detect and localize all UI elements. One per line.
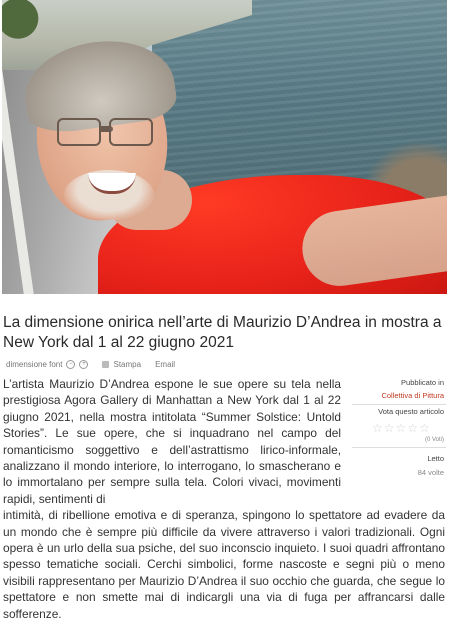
zoom-out-icon[interactable]: − [66, 360, 75, 369]
read-label: Letto [427, 454, 444, 463]
photo-trees [2, 0, 42, 46]
print-icon[interactable] [102, 361, 109, 368]
votes-count: (0 Voti) [424, 437, 444, 443]
published-in-label: Pubblicato in [401, 378, 444, 387]
article-toolbar [6, 357, 306, 371]
print-link[interactable]: Stampa [113, 359, 142, 369]
article-lead-paragraph [3, 376, 341, 507]
lead-text: L’artista Maurizio D’Andrea espone le sue opere su tela nella prestigiosa Agora Gallery di Manhattan a New York dal 1 al 22 giugno 2021, nella mostra intitolata “Summer Solstice: Untold Stories”. Le sue opere, che si inquadrano nel campo del romanticismo soggettivo e dell’astrattismo lirico-informale, analizzano il mondo interiore, lo interrogano, lo smascherano e lo immortalano per sempre sulla tela. Colori vivaci, movimenti rapidi, sentimenti di [3, 377, 341, 506]
font-size-label: dimensione font [6, 359, 63, 369]
email-link[interactable]: Email [155, 359, 176, 369]
rating-stars[interactable]: ☆☆☆☆☆ [372, 421, 431, 435]
vote-label: Vota questo articolo [378, 407, 444, 416]
category-link[interactable]: Collettiva di Pittura [381, 391, 444, 400]
article-rest-paragraph: intimità, di ribellione emotiva e di speranza, spingono lo spettatore ad evadere da un mondo che è sempre più difficile da vivere attraverso i valori tradizionali. Ogni opera è un urlo della sua psiche, del suo inconscio inquieto. I suoi quadri affrontano spesso tematiche sociali. Cerchi simbolici, forme nascoste e segni più o meno visibili rappresentano per Maurizio D’Andrea il suo occhio che guarda, che segue lo spettatore e non smette mai di indicargli una via di fuga per affrancarsi dalle sofferenze. [3, 508, 445, 621]
article-title: La dimensione onirica nell’arte di Maurizio D’Andrea in mostra a New York dal 1 al 22 giugno 2021 [3, 314, 442, 351]
photo-glasses [57, 118, 157, 148]
article-body [3, 376, 445, 622]
article-photo [2, 0, 447, 294]
zoom-in-icon[interactable]: + [79, 360, 88, 369]
read-count: 84 volte [417, 468, 444, 477]
